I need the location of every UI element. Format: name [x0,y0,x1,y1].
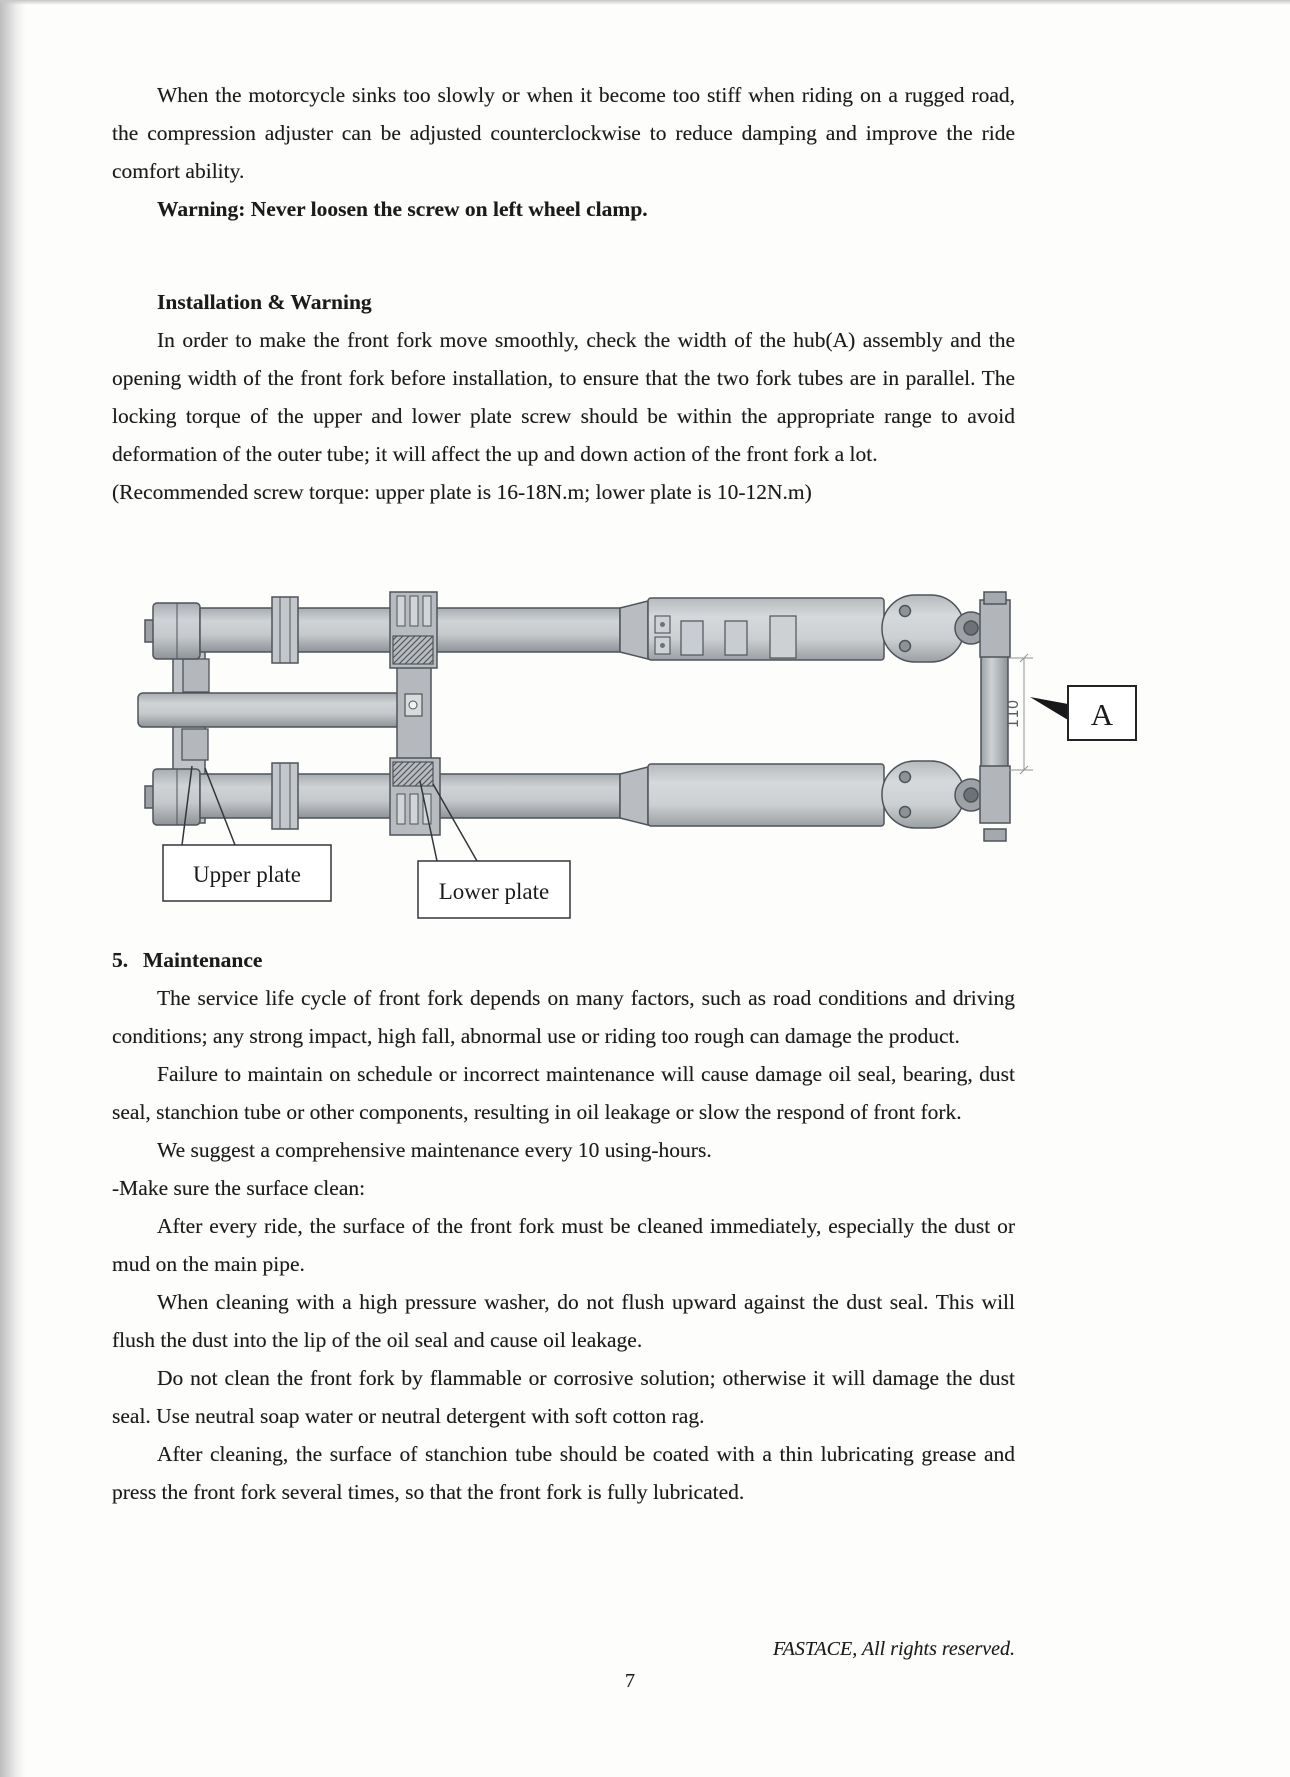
callout-a [1030,686,1136,740]
maintenance-paragraph: -Make sure the surface clean: [112,1176,366,1200]
intro-section [112,76,1015,228]
maintenance-paragraph: The service life cycle of front fork depends on many factors, such as road conditions and driving conditions; any strong impact, high fall, abnormal use or riding too rough can damage the product. [112,986,1015,1048]
page-edge-shadow-top [0,0,1290,5]
upper-plate-label: Upper plate [193,862,301,887]
maintenance-paragraph: We suggest a comprehensive maintenance every 10 using-hours. [157,1138,712,1162]
bottom-fork-leg [145,758,1010,841]
maintenance-heading [112,941,1015,979]
intro-paragraph: When the motorcycle sinks too slowly or when it become too stiff when riding on a rugged road, the compression adjuster can be adjusted counterclockwise to reduce damping and improve the ride comfort ability. [112,83,1015,183]
section-number: 5. [112,948,129,972]
callout-a-label: A [1090,697,1114,732]
top-fork-leg [145,592,1010,668]
torque-note: (Recommended screw torque: upper plate is 16-18N.m; lower plate is 10-12N.m) [112,480,812,504]
steering-stem [138,693,400,727]
section-title: Maintenance [143,948,263,972]
dimension-value: 110 [1004,699,1022,729]
maintenance-paragraph: When cleaning with a high pressure washer, do not flush upward against the dust seal. This will flush the dust into the lip of the oil seal and cause oil leakage. [112,1290,1015,1352]
copyright-notice: FASTACE, All rights reserved. [772,1638,1015,1660]
front-fork-diagram [125,518,1155,930]
installation-section [112,283,1015,511]
page-edge-shadow-left [0,0,26,1777]
maintenance-paragraph: After every ride, the surface of the front fork must be cleaned immediately, especially the dust or mud on the main pipe. [112,1214,1015,1276]
installation-heading: Installation & Warning [157,290,372,314]
maintenance-paragraph: Failure to maintain on schedule or incorrect maintenance will cause damage oil seal, bearing, dust seal, stanchion tube or other components, resulting in oil leakage or slow the respond of front fork. [112,1062,1015,1124]
maintenance-paragraph: Do not clean the front fork by flammable or corrosive solution; otherwise it will damage the dust seal. Use neutral soap water or neutral detergent with soft cotton rag. [112,1366,1015,1428]
lower-plate-part [397,658,431,763]
maintenance-paragraph: After cleaning, the surface of stanchion tube should be coated with a thin lubricating grease and press the front fork several times, so that the front fork is fully lubricated. [112,1442,1015,1504]
warning-line: Warning: Never loosen the screw on left wheel clamp. [157,197,648,221]
maintenance-section [112,941,1015,1511]
page-number: 7 [625,1670,635,1692]
installation-paragraph: In order to make the front fork move smoothly, check the width of the hub(A) assembly and the opening width of the front fork before installation, to ensure that the two fork tubes are in parallel. The locking torque of the upper and lower plate screw should be within the appropriate range to avoid deformation of the outer tube; it will affect the up and down action of the front fork a lot. [112,328,1015,466]
lower-plate-label: Lower plate [438,879,550,904]
